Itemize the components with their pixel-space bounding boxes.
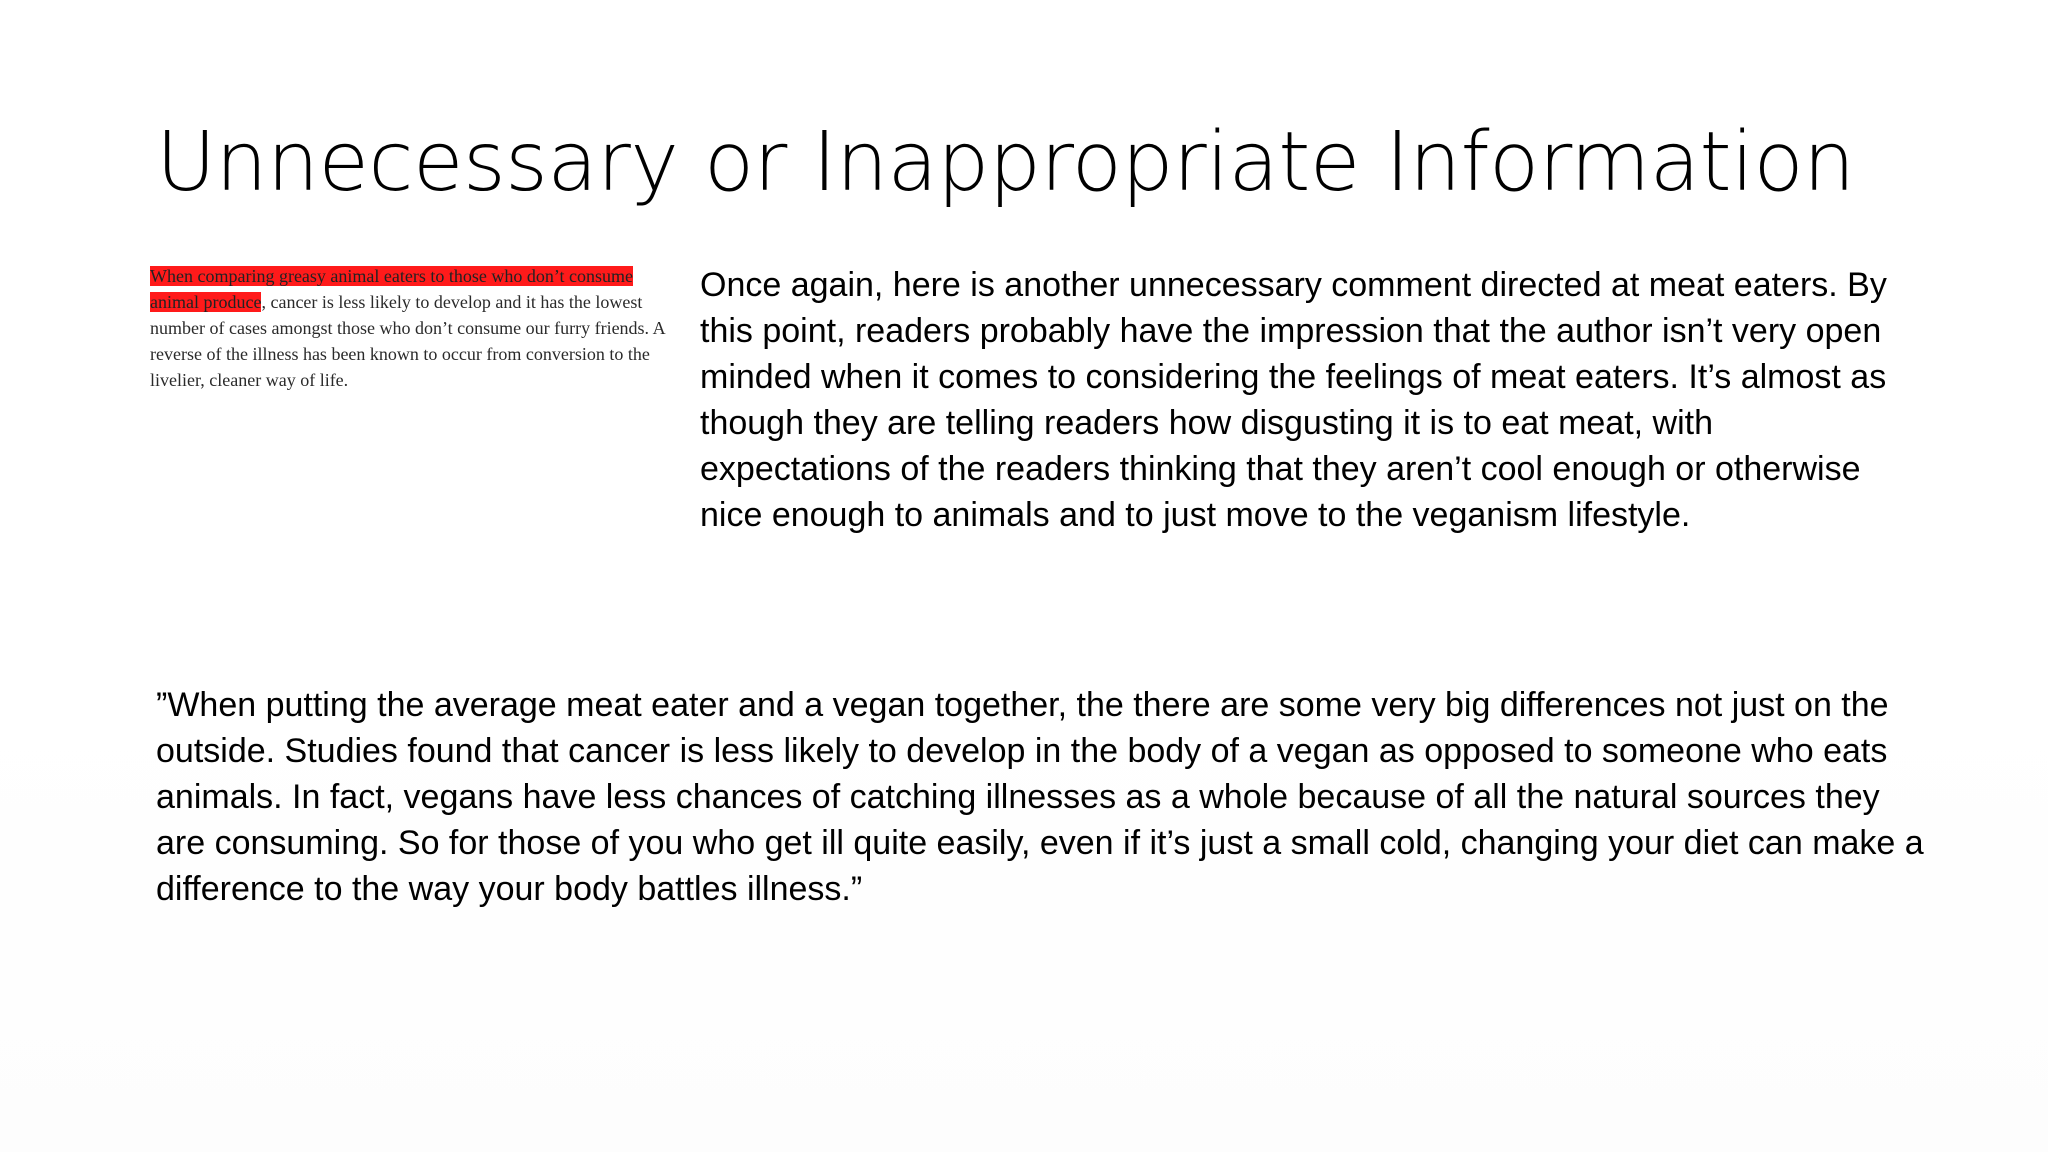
highlighted-excerpt: When comparing greasy animal eaters to those who don’t consume animal produce <box>150 266 634 312</box>
article-excerpt <box>150 263 675 393</box>
slide-title: Unnecessary or Inappropriate Information <box>156 115 1855 210</box>
excerpt-rest: , cancer is less likely to develop and it has the lowest number of cases amongst those who don’t consume our furry friends. A reverse of the illness has been known to occur from conversion to the livelier, cleaner way of life. <box>150 292 665 390</box>
commentary-text: Once again, here is another unnecessary comment directed at meat eaters. By this point, readers probably have the impression that the author isn’t very open minded when it comes to considering the feelings of meat eaters. It’s almost as though they are telling readers how disgusting it is to eat meat, with expectations of the readers thinking that they aren’t cool enough or otherwise nice enough to animals and to just move to the veganism lifestyle. <box>700 266 1887 534</box>
quoted-passage: ”When putting the average meat eater and a vegan together, the there are some very big differences not just on the outside. Studies found that cancer is less likely to develop in the body of a vegan as opposed to someone who eats animals. In fact, vegans have less chances of catching illnesses as a whole because of all the natural sources they are consuming. So for those of you who get ill quite easily, even if it’s just a small cold, changing your diet can make a difference to the way your body battles illness.” <box>156 686 1924 908</box>
